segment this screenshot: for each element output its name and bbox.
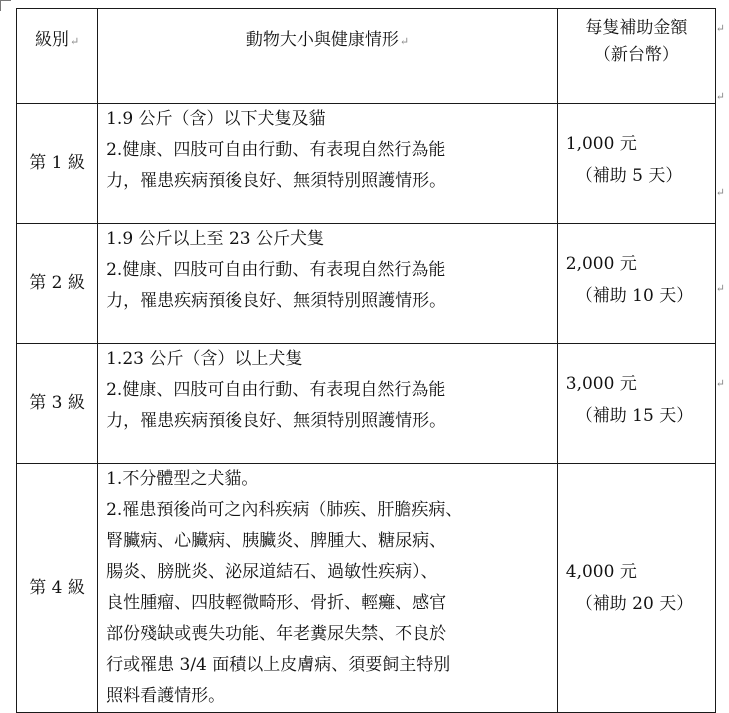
description-line: 1.不分體型之犬貓。 <box>106 469 259 489</box>
description-line: 1.9 公斤（含）以下犬隻及貓 <box>106 109 326 129</box>
level-cell <box>17 104 98 224</box>
description-line: 2.健康、四肢可自由行動、有表現自然行為能 <box>106 380 446 400</box>
paragraph-mark-icon: ↵ <box>69 35 80 48</box>
row-end-mark-icon: ↵ <box>715 186 725 199</box>
amount-duration: （補助 15 天） <box>575 406 694 426</box>
description-line: 2.健康、四肢可自由行動、有表現自然行為能 <box>106 260 446 280</box>
amount-cell <box>557 104 715 224</box>
table-row <box>17 344 716 464</box>
amount-cell <box>557 344 715 464</box>
amount-value: 4,000 元 <box>565 562 637 582</box>
amount-value: 2,000 元 <box>565 254 637 274</box>
header-amount-currency: （新台幣） <box>593 45 679 65</box>
level-cell <box>17 224 98 344</box>
level-cell <box>17 464 98 713</box>
amount-cell <box>557 464 715 713</box>
row-end-mark-icon: ↵ <box>715 282 725 295</box>
header-description-label: 動物大小與健康情形 <box>245 30 399 50</box>
header-level <box>17 9 98 104</box>
description-line: 腎臟病、心臟病、胰臟炎、脾腫大、糖尿病、 <box>106 531 447 551</box>
level-label: 第 2 級 <box>29 273 85 293</box>
table-row <box>17 224 716 344</box>
level-cell <box>17 344 98 464</box>
description-cell <box>98 464 558 713</box>
page-corner-mark <box>0 0 11 11</box>
description-line: 1.23 公斤（含）以上犬隻 <box>106 349 303 369</box>
subsidy-table <box>16 8 716 713</box>
amount-duration: （補助 10 天） <box>575 286 694 306</box>
description-line: 行或罹患 3/4 面積以上皮膚病、須要飼主特別 <box>106 655 451 675</box>
description-line: 2.罹患預後尚可之內科疾病（肺疾、肝膽疾病、 <box>106 500 463 520</box>
row-end-mark-icon: ↵ <box>715 377 725 390</box>
level-label: 第 3 級 <box>29 393 85 413</box>
header-amount-label: 每隻補助金額 <box>585 18 688 38</box>
row-end-mark-icon: ↵ <box>715 22 725 35</box>
paragraph-mark-icon: ↵ <box>399 35 410 48</box>
description-line: 1.9 公斤以上至 23 公斤犬隻 <box>106 229 324 249</box>
description-line: 部份殘缺或喪失功能、年老糞尿失禁、不良於 <box>106 624 447 644</box>
amount-cell <box>557 224 715 344</box>
description-line: 力，罹患疾病預後良好、無須特別照護情形。 <box>106 291 447 311</box>
header-description <box>98 9 558 104</box>
amount-value: 1,000 元 <box>565 134 637 154</box>
description-line: 良性腫瘤、四肢輕微畸形、骨折、輕癱、感官 <box>106 593 447 613</box>
description-line: 2.健康、四肢可自由行動、有表現自然行為能 <box>106 140 446 160</box>
description-cell <box>98 104 558 224</box>
description-line: 腸炎、膀胱炎、泌尿道結石、過敏性疾病）、 <box>106 562 438 582</box>
level-label: 第 1 級 <box>29 153 85 173</box>
description-line: 力，罹患疾病預後良好、無須特別照護情形。 <box>106 171 447 191</box>
table-row <box>17 464 716 713</box>
description-cell <box>98 344 558 464</box>
row-end-mark-icon: ↵ <box>715 90 725 103</box>
level-label: 第 4 級 <box>29 577 85 598</box>
table-row <box>17 104 716 224</box>
amount-duration: （補助 20 天） <box>575 594 694 614</box>
description-line: 力，罹患疾病預後良好、無須特別照護情形。 <box>106 411 447 431</box>
amount-value: 3,000 元 <box>565 374 637 394</box>
description-line: 照料看護情形。 <box>106 686 226 706</box>
header-amount <box>557 9 715 104</box>
description-cell <box>98 224 558 344</box>
table-header-row <box>17 9 716 104</box>
amount-duration: （補助 5 天） <box>575 166 683 186</box>
header-level-label: 級別 <box>34 30 69 50</box>
